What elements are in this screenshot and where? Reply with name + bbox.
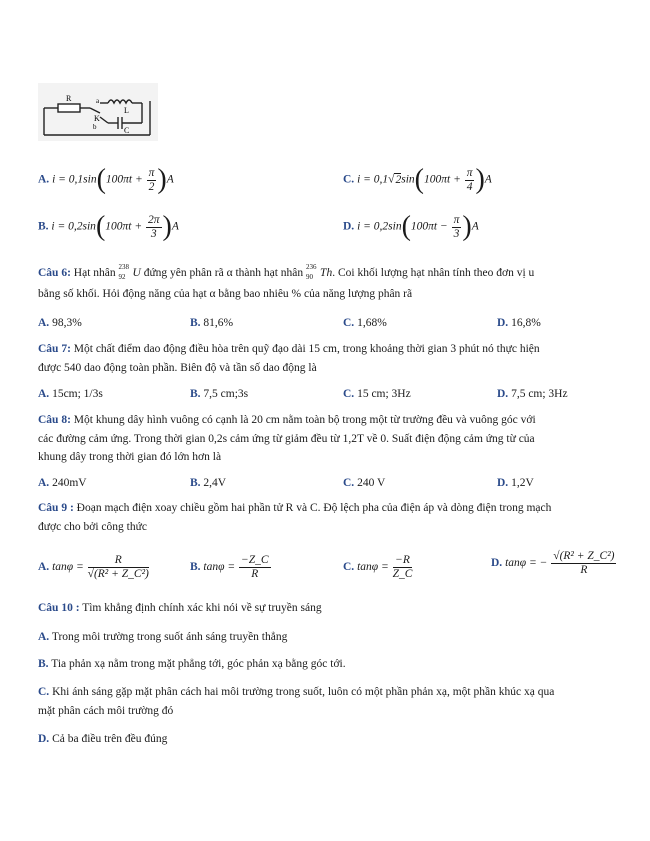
option-letter: B. <box>190 560 201 573</box>
q10-option-b[interactable] <box>38 656 346 673</box>
q8-option-c[interactable] <box>343 475 385 492</box>
option-text: 98,3% <box>52 317 82 329</box>
option-letter: D. <box>343 220 355 233</box>
option-text: 240 V <box>357 477 386 489</box>
lhs: tanφ = <box>357 560 389 573</box>
option-letter: C. <box>343 173 355 186</box>
lhs: tanφ = <box>203 560 236 573</box>
text: . Coi khối lượng hạt nhân tính theo đơn vị u <box>332 267 535 279</box>
lhs: tanφ = − <box>505 556 548 569</box>
q7-option-c[interactable] <box>343 386 411 403</box>
question-label: Câu 10 : <box>38 602 80 614</box>
mass-number: 236 <box>306 263 317 272</box>
q6-line2: bằng số khối. Hỏi động năng của hạt α bằng bao nhiêu % của năng lượng phân rã <box>38 287 413 300</box>
label-l: L <box>124 106 129 115</box>
option-letter: B. <box>38 658 49 670</box>
label-a: a <box>96 97 100 105</box>
sign: + <box>134 220 143 233</box>
option-letter: D. <box>491 556 503 569</box>
text: được cho bởi công thức <box>38 520 147 533</box>
q9-option-d[interactable] <box>491 550 617 576</box>
text: đứng yên phân rã α thành hạt nhân <box>143 267 304 279</box>
frac-den: R <box>251 567 259 580</box>
option-letter: B. <box>190 477 201 489</box>
text: Tìm khẳng định chính xác khi nói về sự truyền sáng <box>82 602 322 614</box>
nuclide-u <box>119 265 133 281</box>
coef: 0,1 <box>68 173 84 186</box>
frac-den: R <box>580 563 588 576</box>
q7-stem <box>38 341 618 376</box>
q6-stem <box>38 265 618 302</box>
option-letter: C. <box>343 560 355 573</box>
q6-option-b[interactable] <box>190 315 233 332</box>
label-k: K <box>94 114 100 123</box>
option-text: Trong môi trường trong suốt ánh sáng truyền thẳng <box>51 631 288 643</box>
circuit-diagram <box>38 83 158 141</box>
option-text: 7,5 cm;3s <box>203 388 249 400</box>
nuclide-th <box>306 265 320 281</box>
frac-den: Z_C <box>392 567 413 580</box>
q8-option-a[interactable] <box>38 475 87 492</box>
label-r: R <box>66 94 72 103</box>
frac-den: √(R² + Z_C²) <box>87 567 149 580</box>
option-text: 81,6% <box>203 317 234 329</box>
q10-option-a[interactable] <box>38 629 287 646</box>
frac-num: 2π <box>148 213 160 226</box>
option-text: 7,5 cm; 3Hz <box>511 388 568 400</box>
frac-num: √(R² + Z_C²) <box>553 550 615 562</box>
option-text: Khi ánh sáng gặp mặt phân cách hai môi trường trong suốt, luôn có một phần phản xạ, một phần khúc xạ qua <box>52 686 555 698</box>
option-text-cont: mặt phân cách môi trường đó <box>38 704 174 717</box>
symbol: Th <box>320 267 333 279</box>
q6-line1 <box>38 265 618 282</box>
question-label: Câu 9 : <box>38 502 74 514</box>
option-letter: A. <box>38 477 50 489</box>
lhs: tanφ = <box>52 560 84 573</box>
mass-number: 238 <box>118 263 129 272</box>
option-letter: C. <box>343 388 355 400</box>
q8-option-d[interactable] <box>497 475 534 492</box>
frac-num: −Z_C <box>241 554 269 566</box>
option-letter: D. <box>38 733 50 745</box>
frac-num: π <box>466 166 473 179</box>
frac-den: 3 <box>150 227 157 240</box>
option-text: Cả ba điều trên đều đúng <box>52 733 168 745</box>
label-c: C <box>124 126 130 135</box>
sign: − <box>440 220 448 233</box>
option-text: 240mV <box>52 477 87 489</box>
option-text: 2,4V <box>203 477 227 489</box>
q9-stem <box>38 500 628 535</box>
question-label: Câu 7: <box>38 343 71 355</box>
q6-option-a[interactable] <box>38 315 82 332</box>
option-letter: B. <box>38 220 49 233</box>
q8-stem <box>38 412 628 466</box>
sign: + <box>135 173 143 186</box>
option-letter: A. <box>38 173 50 186</box>
q6-option-c[interactable] <box>343 315 387 332</box>
option-letter: C. <box>343 317 355 329</box>
q8-option-b[interactable] <box>190 475 226 492</box>
text: được 540 dao động toàn phần. Biên độ và tần số dao động là <box>38 361 317 374</box>
q9-option-c[interactable] <box>343 554 413 580</box>
label-b: b <box>93 123 97 131</box>
option-text: 16,8% <box>511 317 541 329</box>
frac-den: 3 <box>453 227 460 240</box>
option-text: 1,68% <box>357 317 387 329</box>
option-text: 15 cm; 3Hz <box>357 388 411 400</box>
question-label: Câu 6: <box>38 267 71 279</box>
q10-option-c[interactable] <box>38 684 628 719</box>
option-letter: C. <box>343 477 355 489</box>
q10-stem <box>38 600 628 617</box>
text: khung dây trong thời gian đó lớn hơn là <box>38 451 222 464</box>
text: Một khung dây hình vuông có cạnh là 20 cm nằm toàn bộ trong một từ trường đều và vuông góc với <box>73 414 536 426</box>
frac-den: 2 <box>148 180 155 193</box>
root: 2 <box>395 173 402 186</box>
q5-option-c[interactable]: C. i = 0,1√2sin(100πt + $\frac{\pi}{4}$ )A <box>343 164 492 195</box>
coef: 0,2 <box>68 220 83 233</box>
text: Đoạn mạch điện xoay chiều gồm hai phần tử R và C. Độ lệch pha của điện áp và dòng điện trong mạch <box>76 502 552 514</box>
text: Một chất điểm dao động điều hòa trên quỹ đạo dài 15 cm, trong khoảng thời gian 3 phút nó thực hiện <box>73 343 540 355</box>
frac-num: R <box>88 554 149 568</box>
option-letter: A. <box>38 317 50 329</box>
frac-num: −R <box>393 554 413 568</box>
frac-den: 4 <box>466 180 473 193</box>
q5-option-d[interactable]: D. i = 0,2sin(100πt − $\frac{\pi}{3}$ )A <box>343 211 479 242</box>
frac-num: π <box>453 213 460 226</box>
q7-option-a[interactable] <box>38 386 103 403</box>
option-text: Tia phản xạ nằm trong mặt phẳng tới, góc phản xạ bằng góc tới. <box>51 658 346 670</box>
charge-number: 90 <box>306 273 314 282</box>
text: Hạt nhân <box>73 267 116 279</box>
option-letter: B. <box>190 388 201 400</box>
option-letter: B. <box>190 317 201 329</box>
q9-option-b[interactable] <box>190 554 272 580</box>
q10-option-d[interactable] <box>38 731 167 748</box>
option-letter: A. <box>38 560 50 573</box>
option-letter: D. <box>497 317 509 329</box>
symbol: U <box>132 267 141 279</box>
question-label: Câu 8: <box>38 414 71 426</box>
option-letter: A. <box>38 388 50 400</box>
q5-option-b[interactable]: B. i = 0,2sin(100πt + $\frac{2\pi}{3}$ )A <box>38 211 179 242</box>
option-letter: A. <box>38 631 50 643</box>
option-letter: C. <box>38 686 50 698</box>
text: các đường cảm ứng. Trong thời gian 0,2s cảm ứng từ giảm đều từ 1,2T về 0. Suất điện động cảm ứng từ của <box>38 432 535 445</box>
frac-num: π <box>148 166 155 179</box>
q7-option-d[interactable] <box>497 386 568 403</box>
option-text: 1,2V <box>511 477 534 489</box>
option-letter: D. <box>497 388 509 400</box>
coef: 0,2 <box>373 220 389 233</box>
q7-option-b[interactable] <box>190 386 248 403</box>
coef: 0,1 <box>373 173 389 186</box>
option-letter: D. <box>497 477 509 489</box>
q9-option-a[interactable] <box>38 554 150 580</box>
sign: + <box>453 173 461 186</box>
q6-option-d[interactable] <box>497 315 541 332</box>
option-text: 15cm; 1/3s <box>52 388 103 400</box>
q5-option-a[interactable]: A. i = 0,1sin(100πt + $\frac{\pi}{2}$ )A <box>38 164 174 195</box>
charge-number: 92 <box>118 273 126 282</box>
